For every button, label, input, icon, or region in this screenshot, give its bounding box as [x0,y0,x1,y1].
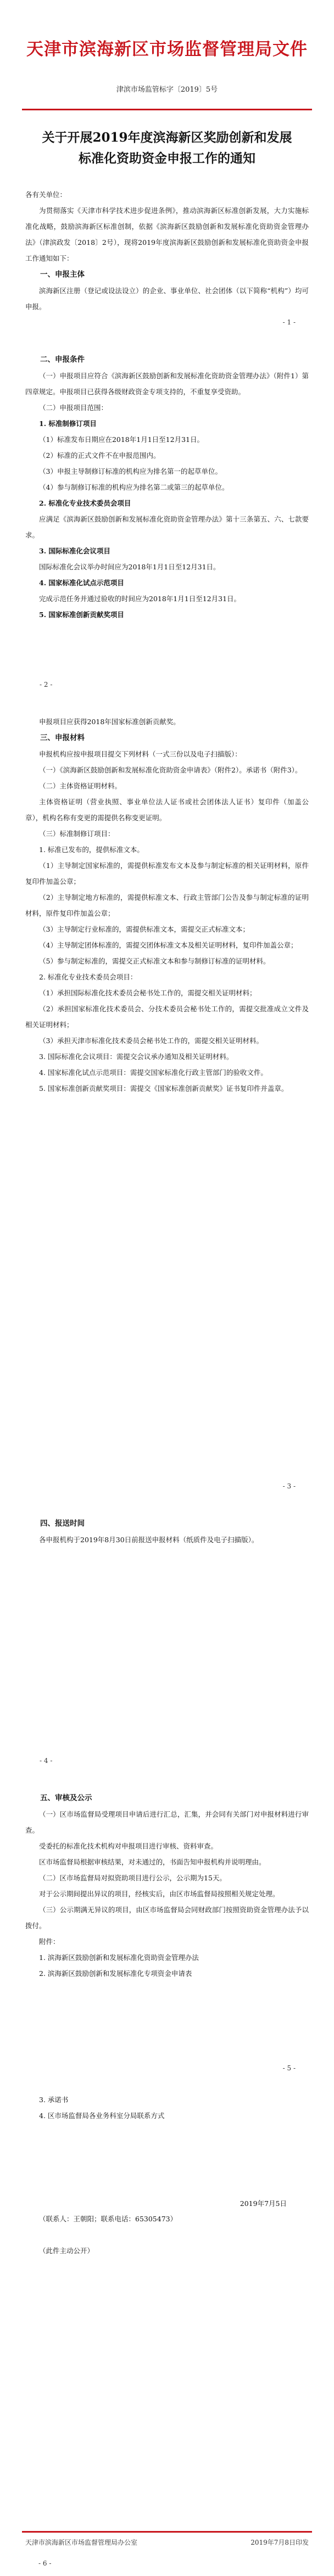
contact-line: （联系人：王朝阳；联系电话：65305473） [39,2215,177,2223]
pilot-project-text: 完成示范任务并通过验收的时间应为2018年1月1日至12月31日。 [39,595,241,603]
page-number: - 4 - [40,1757,53,1765]
attachments-label: 附件： [39,1937,60,1946]
list-item: （三）标准制修订项目： [39,830,115,838]
list-item: （三）公示期满无异议的项目，由区市场监督局会同财政部门按照资助资金管理办法予以拨付。 [25,1906,309,1930]
list-item: 3. 国际标准化会议项目：需提交会议承办通知及相关证明材料。 [39,1052,233,1061]
list-item: （二）区市场监督局对拟资助项目进行公示，公示期为15天。 [39,1874,226,1882]
attachment-item: 3. 承诺书 [39,2096,69,2104]
list-item: （4）主导制定团体标准的，需提交团体标准文本及相关证明材料，复印件加盖公章； [39,941,298,949]
page-number: - 5 - [282,2064,296,2072]
attachment-item: 1. 滨海新区鼓励创新和发展标准化资助资金管理办法 [39,1953,199,1962]
list-item: （3）承担天津市标准化技术委员会秘书处工作的，需提交相关证明材料。 [39,1037,263,1045]
list-item: 受委托的标准化技术机构对申报项目进行审核、资料审查。 [39,1842,218,1850]
list-item: （3）申报主导制修订标准的机构应为排名第一的起草单位。 [39,467,222,475]
section-4-heading: 四、报送时间 [40,1519,85,1528]
standard-project-heading: 1. 标准制修订项目 [39,419,97,428]
public-note: （此件主动公开） [39,2247,94,2255]
intl-meeting-heading: 3. 国际标准化会议项目 [39,547,110,555]
section-5 [25,1790,309,1981]
pilot-project-heading: 4. 国家标准化试点示范项目 [39,579,124,587]
footer-office: 天津市滨海新区市场监督管理局办公室 [25,2539,138,2546]
list-item: （一）《滨海新区鼓励创新和发展标准化资助资金申请表》（附件2）。承诺书（附件3）。 [39,766,302,774]
list-item: 对于公示期间提出异议的项目，经核实后，由区市场监督局按照相关规定处理。 [39,1890,280,1898]
list-item: （二）主体资格证明材料。 [39,782,122,790]
section-2-text: （一）申报项目应符合《滨海新区鼓励创新和发展标准化资助资金管理办法》（附件1）第四章规定。申报项目已获得各级财政资金专项支持的，不重复享受资助。 [25,372,309,396]
section-2 [25,351,309,623]
list-item: （1）承担国际标准化技术委员会秘书处工作的，需提交相关证明材料； [39,989,257,997]
section-3-text: 申报机构应按申报项目提交下列材料（一式三份以及电子扫描版）： [39,750,242,758]
section-3-heading: 三、申报材料 [40,733,85,742]
issue-date: 2019年7月5日 [240,2199,287,2208]
intl-meeting-text: 国际标准化会议举办时间应为2018年1月1日至12月31日。 [39,563,220,571]
salutation: 各有关单位： [25,191,67,199]
list-item: （2）标准的正式文件不在申报范围内。 [39,451,160,460]
list-item: 5. 国家标准创新贡献奖项目：需提交《国家标准创新贡献奖》证书复印件并盖章。 [39,1084,288,1093]
attachment-item: 4. 区市场监督局各业务科室分局联系方式 [39,2112,165,2120]
page-number: - 3 - [282,1482,296,1490]
list-item: 区市场监督局根据审核结果，对未通过的，书面告知申报机构并说明理由。 [39,1858,266,1866]
list-item: 2. 标准化专业技术委员会项目： [39,973,137,981]
list-item: （4）参与制修订标准的机构应为排名第二或第三的起草单位。 [39,483,229,491]
org-title: 天津市滨海新区市场监督管理局文件 [26,40,308,59]
list-item: （2）主导制定地方标准的，需提供标准文本、行政主管部门公告及参与制定标准的证明材料，原件复印件加盖公章； [25,893,309,917]
section-attachments-cont [25,2092,309,2124]
red-separator-top [22,109,312,110]
tc-project-heading: 2. 标准化专业技术委员会项目 [39,499,131,507]
award-project-text: 申报项目应获得2018年国家标准创新贡献奖。 [39,718,180,726]
list-item: （1）标准发布日期应在2018年1月1日至12月31日。 [39,435,204,444]
signature-block [25,2196,309,2259]
list-item: 主体资格证明（营业执照、事业单位法人证书或社会团体法人证书）复印件（加盖公章），机构名称有变更的需提供名称变更证明。 [25,798,309,822]
section-5-heading: 五、审核及公示 [40,1794,92,1802]
footer-print-date: 2019年7月8日印发 [250,2539,309,2546]
list-item: （3）主导制定行业标准的，需提供标准文本，需提交正式标准文本； [39,925,249,933]
page-number: - 6 - [38,2560,52,2567]
red-separator-bottom [22,2531,312,2533]
list-item: （一）区市场监督局受理项目申请后进行汇总，汇集，并会同有关部门对申报材料进行审查。 [25,1810,309,1834]
list-item: （2）承担国家标准化技术委员会、分技术委员会秘书处工作的，需提交批准成立文件及相关证明材料； [25,1005,309,1029]
page-number: - 1 - [282,318,296,326]
list-item: （5）参与制定标准的，需提交正式标准文本和参与制修订标准的证明材料。 [39,957,270,965]
subject-line-1: 关于开展2019年度滨海新区奖励创新和发展 [42,130,292,145]
section-2-item2: （二）申报项目范围： [39,404,108,412]
award-project-heading: 5. 国家标准创新贡献奖项目 [39,611,124,619]
section-1-text: 滨海新区注册（登记或设法设立）的企业、事业单位、社会团体（以下简称“机构”）均可申报。 [25,287,309,311]
section-2-heading: 二、申报条件 [40,355,85,364]
section-4-text: 各申报机构于2019年8月30日前报送申报材料（纸质件及电子扫描版）。 [39,1536,259,1544]
section-3 [25,714,309,1096]
section-intro [25,187,309,315]
tc-project-text: 应满足《滨海新区鼓励创新和发展标准化资助资金管理办法》第十三条第五、六、七款要求。 [25,515,309,539]
attachment-item: 2. 滨海新区鼓励创新和发展标准化专项资金申请表 [39,1969,192,1978]
list-item: （1）主导制定国家标准的，需提供标准发布文本及参与制定标准的相关证明材料，原件复印件加盖公章； [25,861,309,886]
section-1-heading: 一、申报主体 [40,270,85,279]
list-item: 4. 国家标准化试点示范项目：需提交国家标准化行政主管部门的验收文件。 [39,1068,268,1077]
notice-subject [33,127,301,169]
intro-paragraph: 为贯彻落实《天津市科学技术进步促进条例》，推动滨海新区标准创新发展，大力实施标准化战略，鼓励滨海新区标准创制，依据《滨海新区鼓励创新和发展标准化资助资金管理办法》（津滨政发〔2018〕2号），现将2019年度滨海新区鼓励创新和发展标准化资助资金申报工作通知如下： [25,206,309,262]
subject-line-2: 标准化资助资金申报工作的通知 [79,151,255,166]
page-number: - 2 - [40,681,53,688]
section-4 [25,1515,309,1548]
list-item: 1. 标准已发布的，提供标准文本。 [39,845,144,854]
doc-number: 津滨市场监管标字〔2019〕5号 [116,86,218,94]
